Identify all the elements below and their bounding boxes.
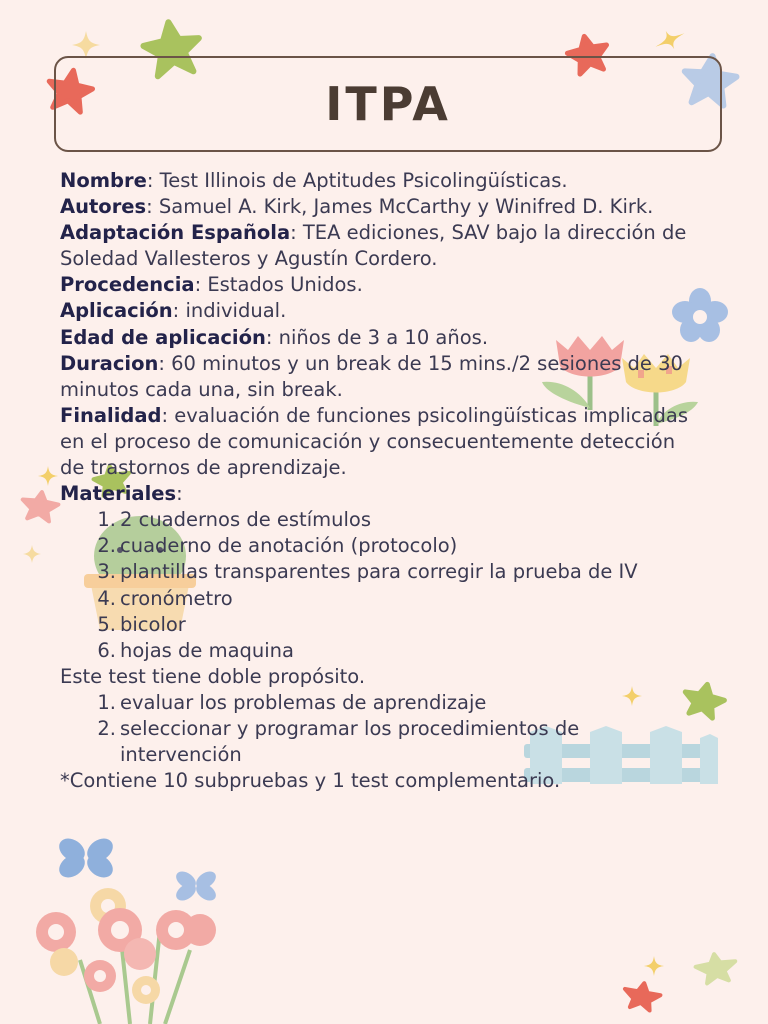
purpose-intro: Este test tiene doble propósito.: [60, 664, 366, 688]
field-autores: Autores: Samuel A. Kirk, James McCarthy y Winifred D. Kirk.: [60, 195, 654, 219]
sparkle-icon: [651, 24, 688, 56]
star-icon: [20, 490, 60, 523]
sparkle-icon: [23, 545, 41, 563]
field-edad: Edad de aplicación: niños de 3 a 10 años.: [60, 325, 489, 349]
flower-bouquet-icon: [36, 888, 216, 1024]
page-title: ITPA: [325, 77, 451, 131]
star-icon: [694, 951, 738, 984]
list-item: 4. cronómetro: [97, 586, 233, 610]
flower-icon: [55, 834, 117, 882]
sparkle-icon: [72, 31, 100, 59]
flower-icon: [173, 868, 219, 904]
list-item: 1. 2 cuadernos de estímulos: [97, 508, 371, 532]
materials-heading: Materiales:: [60, 482, 183, 506]
list-item: 3. plantillas transparentes para corregir la prueba de IV: [97, 560, 638, 584]
note: *Contiene 10 subpruebas y 1 test complementario.: [60, 769, 561, 793]
list-item: 5. bicolor: [97, 612, 186, 636]
list-item: 2. seleccionar y programar los procedimientos de intervención: [97, 716, 580, 767]
sparkle-icon: [38, 466, 58, 486]
list-item: 1. evaluar los problemas de aprendizaje: [97, 690, 487, 714]
list-item: 2. cuaderno de anotación (protocolo): [97, 534, 458, 558]
field-nombre: Nombre: Test Illinois de Aptitudes Psicolingüísticas.: [60, 169, 568, 192]
materials-list: [60, 507, 700, 664]
field-aplicacion: Aplicación: individual.: [60, 299, 287, 323]
purpose-list: [60, 690, 700, 768]
star-icon: [622, 980, 662, 1012]
list-item: 6. hojas de maquina: [97, 638, 294, 662]
field-duracion: Duracion: 60 minutos y un break de 15 mins./2 sesiones de 30 minutos cada una, sin break.: [60, 351, 683, 401]
document-body: [60, 168, 700, 794]
title-box: [54, 56, 722, 152]
sparkle-icon: [644, 956, 664, 976]
field-adaptacion: Adaptación Española: TEA ediciones, SAV bajo la dirección de Soledad Vallesteros y Agustín Cordero.: [60, 221, 687, 271]
field-procedencia: Procedencia: Estados Unidos.: [60, 273, 363, 297]
field-finalidad: Finalidad: evaluación de funciones psicolingüísticas implicadas en el proceso de comunicación y consecuentemente detección de trastornos de aprendizaje.: [60, 403, 689, 480]
